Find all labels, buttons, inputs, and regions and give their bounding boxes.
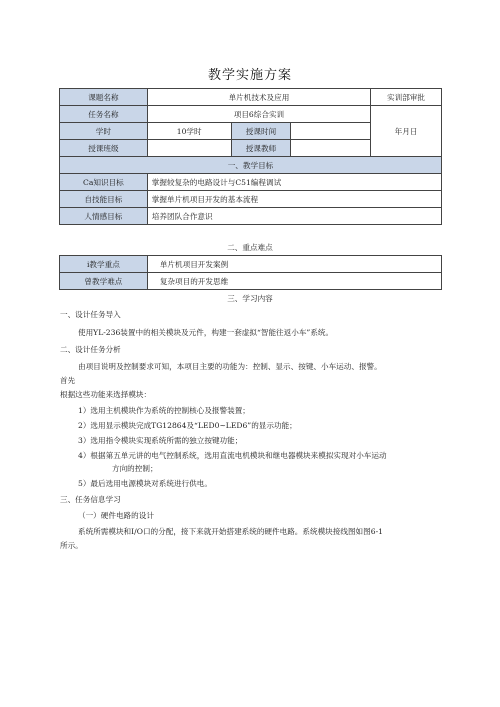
list-item-5: 5）最后选用电源模块对系统进行供电。	[78, 479, 212, 488]
emotion-goal-value: 培养团队合作意识	[147, 208, 441, 225]
info-table	[59, 88, 442, 225]
key-point-label: i教学重点	[60, 256, 148, 273]
time-label: 授课时间	[231, 123, 291, 140]
skill-goal-label: 自技能目标	[60, 191, 148, 208]
section-heading-2: 二、设计任务分析	[60, 345, 121, 354]
teacher-value	[291, 140, 371, 157]
key-points-heading: 二、重点难点	[227, 243, 273, 252]
hours-value: 10学时	[147, 123, 231, 140]
time-value	[291, 123, 371, 140]
list-item-3: 3）选用指令模块实现系统所需的独立按键功能；	[78, 436, 243, 445]
subsection-heading-1: （一）硬件电路的设计	[78, 511, 154, 520]
key-point-value: 单片机项目开发案例	[147, 256, 441, 273]
dept-approval-label: 实训部审批	[371, 89, 442, 106]
task-value: 项目6综合实训	[147, 106, 370, 123]
section-heading-3: 三、任务信息学习	[60, 495, 121, 504]
approval-date: 年月日	[371, 106, 442, 157]
class-value	[147, 140, 231, 157]
difficulty-label: 曾教学难点	[60, 273, 148, 290]
paragraph-3a: 系统所需模块和I/O口的分配，接下来就开始搭建系统的硬件电路。系统模块接线图如图6-1	[78, 527, 383, 536]
knowledge-goal-label: Ca知识目标	[60, 174, 148, 191]
list-item-2: 2）选用显示模块完成TG12864及“LED0~LED6”的显示功能；	[78, 421, 297, 430]
paragraph-3b: 所示。	[60, 541, 83, 550]
difficulty-value: 复杂项目的开发思维	[147, 273, 441, 290]
paragraph-2b: 首先	[60, 376, 76, 385]
list-item-1: 1）选用主机模块作为系统的控制核心及报警装置；	[78, 406, 250, 415]
course-label: 课题名称	[60, 89, 148, 106]
learning-content-heading: 三、学习内容	[227, 294, 273, 303]
document-title: 教学实施方案	[207, 68, 292, 83]
knowledge-goal-value: 掌握较复杂的电路设计与C51编程调试	[147, 174, 441, 191]
list-item-4: 4）根据第五单元讲的电气控制系统，选用直流电机模块和继电器模块来模拟实现对小车运动	[78, 451, 387, 460]
goals-heading: 一、教学目标	[60, 157, 442, 174]
paragraph-1: 使用YL-236装置中的相关模块及元件，构建一套虚拟“智能往返小车”系统。	[78, 328, 334, 337]
course-value: 单片机技术及应用	[147, 89, 370, 106]
list-item-4-continued: 方向的控制；	[112, 464, 158, 473]
section-heading-1: 一、设计任务导入	[60, 310, 121, 319]
paragraph-2a: 由项目说明及控制要求可知，本项目主要的功能为：控制、显示、按键、小车运动、报警。	[78, 362, 382, 371]
class-label: 授课班级	[60, 140, 148, 157]
teacher-label: 授课教师	[231, 140, 291, 157]
hours-label: 学时	[60, 123, 148, 140]
key-points-table	[59, 255, 442, 290]
skill-goal-value: 掌握单片机项目开发的基本流程	[147, 191, 441, 208]
paragraph-2c: 根据这些功能来选择模块：	[60, 390, 152, 399]
emotion-goal-label: 人情感目标	[60, 208, 148, 225]
task-label: 任务名称	[60, 106, 148, 123]
